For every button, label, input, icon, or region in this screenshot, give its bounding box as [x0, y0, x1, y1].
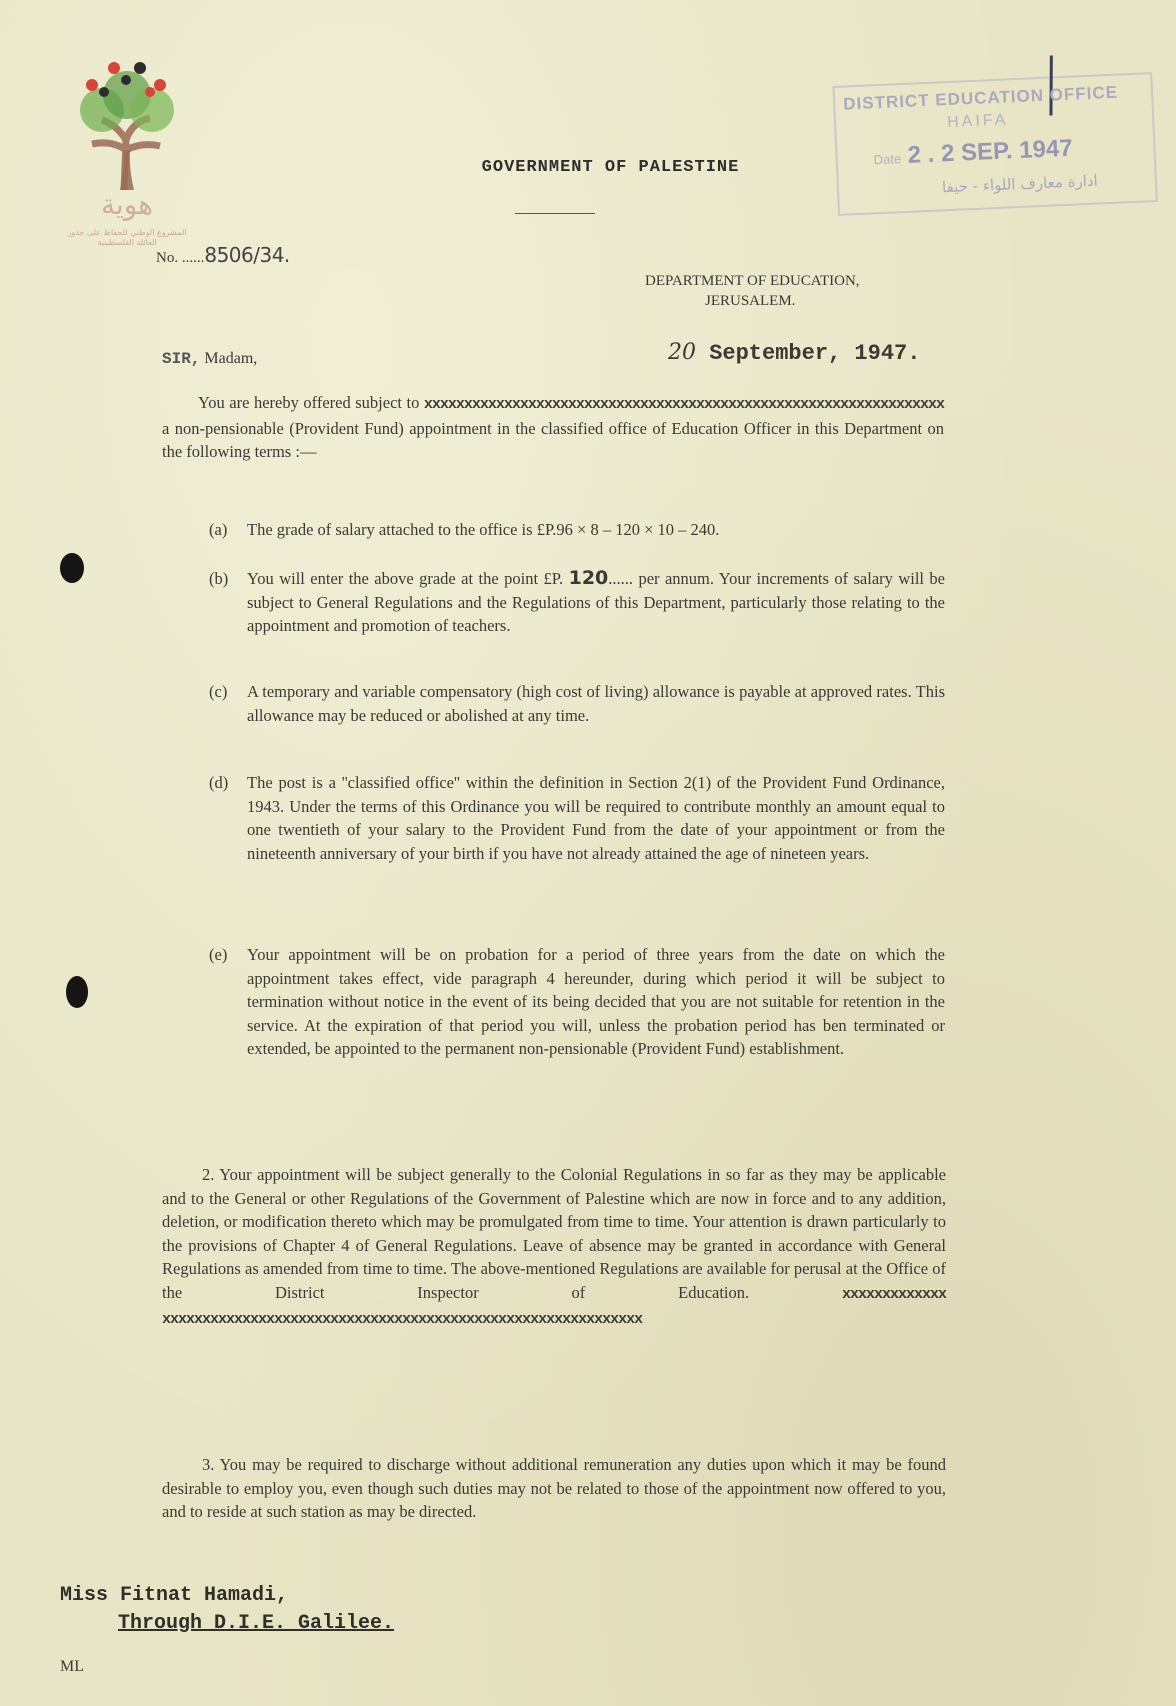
stamp-city: HAIFA [946, 111, 1009, 132]
logo-subtitle: المشروع الوطني للحفاظ على جذور العائلة الفلسطينية [67, 228, 187, 247]
term-label: (b) [209, 569, 229, 588]
intro-text-after: a non-pensionable (Provident Fund) appointment in the classified office of Education Officer in this Department on the following terms :— [162, 418, 944, 461]
addressee-block [60, 1582, 394, 1638]
term-item-c [209, 680, 945, 727]
paragraph-2-text: 2. Your appointment will be subject generally to the Colonial Regulations in so far as they may be applicable and to the General or other Regulations of the Government of Palestine which are now in force and to any addition, deletion, or modification thereto which may be promulgated from time to time. Your attention is drawn particularly to the provisions of Chapter 4 of General Regulations. Leave of absence may be granted in accordance with General Regulations as amended from time to time. The above-mentioned Regulations are available for perusal at the Office of the District Inspector of Education. [162, 1165, 946, 1302]
term-label: (a) [209, 520, 228, 539]
paragraph-3: 3. You may be required to discharge without additional remuneration any duties upon which it may be found desirable to employ you, even though such duties may not be related to those of the appointment now offered to you, and to reside at such station as may be directed. [162, 1455, 946, 1521]
department-name: DEPARTMENT OF EDUCATION, [645, 273, 860, 289]
term-label: (e) [209, 945, 228, 964]
stamp-arabic: ادارة معارف اللواء - حيفا [941, 171, 1099, 197]
term-label: (d) [209, 773, 229, 792]
letter-date [668, 340, 920, 366]
salary-point-value: 120 [568, 567, 609, 589]
title-divider [515, 213, 595, 214]
salutation-struck: SIR, [162, 350, 201, 368]
salutation [162, 350, 257, 368]
intro-struck-2: xxxxxxxxxxxxxxxxxxxxxxxxxxxxxxxxx [679, 396, 944, 413]
term-text-after: ...... per annum. Your increments of salary will be subject to General Regulations and the Regulations of this Department, particularly those relating to the appointment and promotion of teachers. [247, 569, 945, 635]
term-label: (c) [209, 682, 228, 701]
reference-number [156, 243, 290, 267]
stamp-office: DISTRICT EDUCATION OFFICE [842, 82, 1119, 114]
stamp-date-value: 2 . 2 SEP. 1947 [907, 134, 1074, 169]
term-item-e [209, 943, 945, 1061]
addressee-name: Miss Fitnat Hamadi, [60, 1584, 289, 1607]
district-office-stamp [827, 51, 1164, 230]
intro-text-before: You are hereby offered subject to [198, 393, 424, 412]
stamp-date-label: Date [873, 151, 902, 168]
government-title: GOVERNMENT OF PALESTINE [481, 158, 740, 177]
date-day: 20 [668, 340, 696, 365]
paragraph-2-struck-1: xxxxxxxxxxxxx [841, 1285, 946, 1303]
date-rest: September, 1947. [696, 341, 921, 366]
term-text-before: You will enter the above grade at the point £P. [247, 569, 569, 588]
salutation-text: Madam, [204, 350, 258, 367]
term-text: The grade of salary attached to the office is £P.96 × 8 – 120 × 10 – 240. [247, 520, 720, 539]
addressee-route: Through D.I.E. Galilee. [118, 1612, 395, 1635]
term-item-b [209, 567, 945, 638]
typist-initials: ML [60, 1658, 84, 1675]
punch-hole-top [60, 553, 84, 583]
term-text: Your appointment will be on probation for a period of three years from the date on which the appointment takes effect, vide paragraph 4 hereunder, during which period it will be subject to termination without notice in the event of its being decided that you are not suitable for retention in the service. At the expiration of that period you will, unless the probation period has ben terminated or extended, be appointed to the permanent non-pensionable (Provident Fund) establishment. [247, 945, 945, 1058]
department-address [645, 271, 945, 311]
ref-value: 8506/34. [204, 243, 290, 267]
term-text: A temporary and variable compensatory (high cost of living) allowance is payable at approved rates. This allowance may be reduced or abolished at any time. [247, 682, 945, 725]
term-item-d [209, 771, 945, 865]
department-city: JERUSALEM. [705, 293, 796, 309]
term-item-a [209, 518, 945, 542]
term-text: The post is a ''classified office'' within the definition in Section 2(1) of the Provident Fund Ordinance, 1943. Under the terms of this Ordinance you will be required to contribute monthly an amount equal to one twentieth of your salary to the Provident Fund from the date of your appointment or from the nineteenth anniversary of your birth if you have not already attained the age of nineteen years. [247, 773, 945, 863]
logo-word: هوية [100, 188, 154, 221]
paragraph-2-struck-2: xxxxxxxxxxxxxxxxxxxxxxxxxxxxxxxxxxxxxxxxxxxxxxxxxxxxxxxxxxxx [162, 1311, 643, 1328]
heritage-logo [62, 40, 192, 250]
ref-prefix: No. ...... [156, 250, 205, 266]
punch-hole-bottom [66, 976, 88, 1008]
intro-paragraph [162, 391, 944, 464]
paragraph-2 [162, 1163, 946, 1332]
intro-struck-1: xxxxxxxxxxxxxxxxxxxxxxxxxxxxxxxx [423, 396, 680, 413]
term-text [247, 567, 945, 638]
